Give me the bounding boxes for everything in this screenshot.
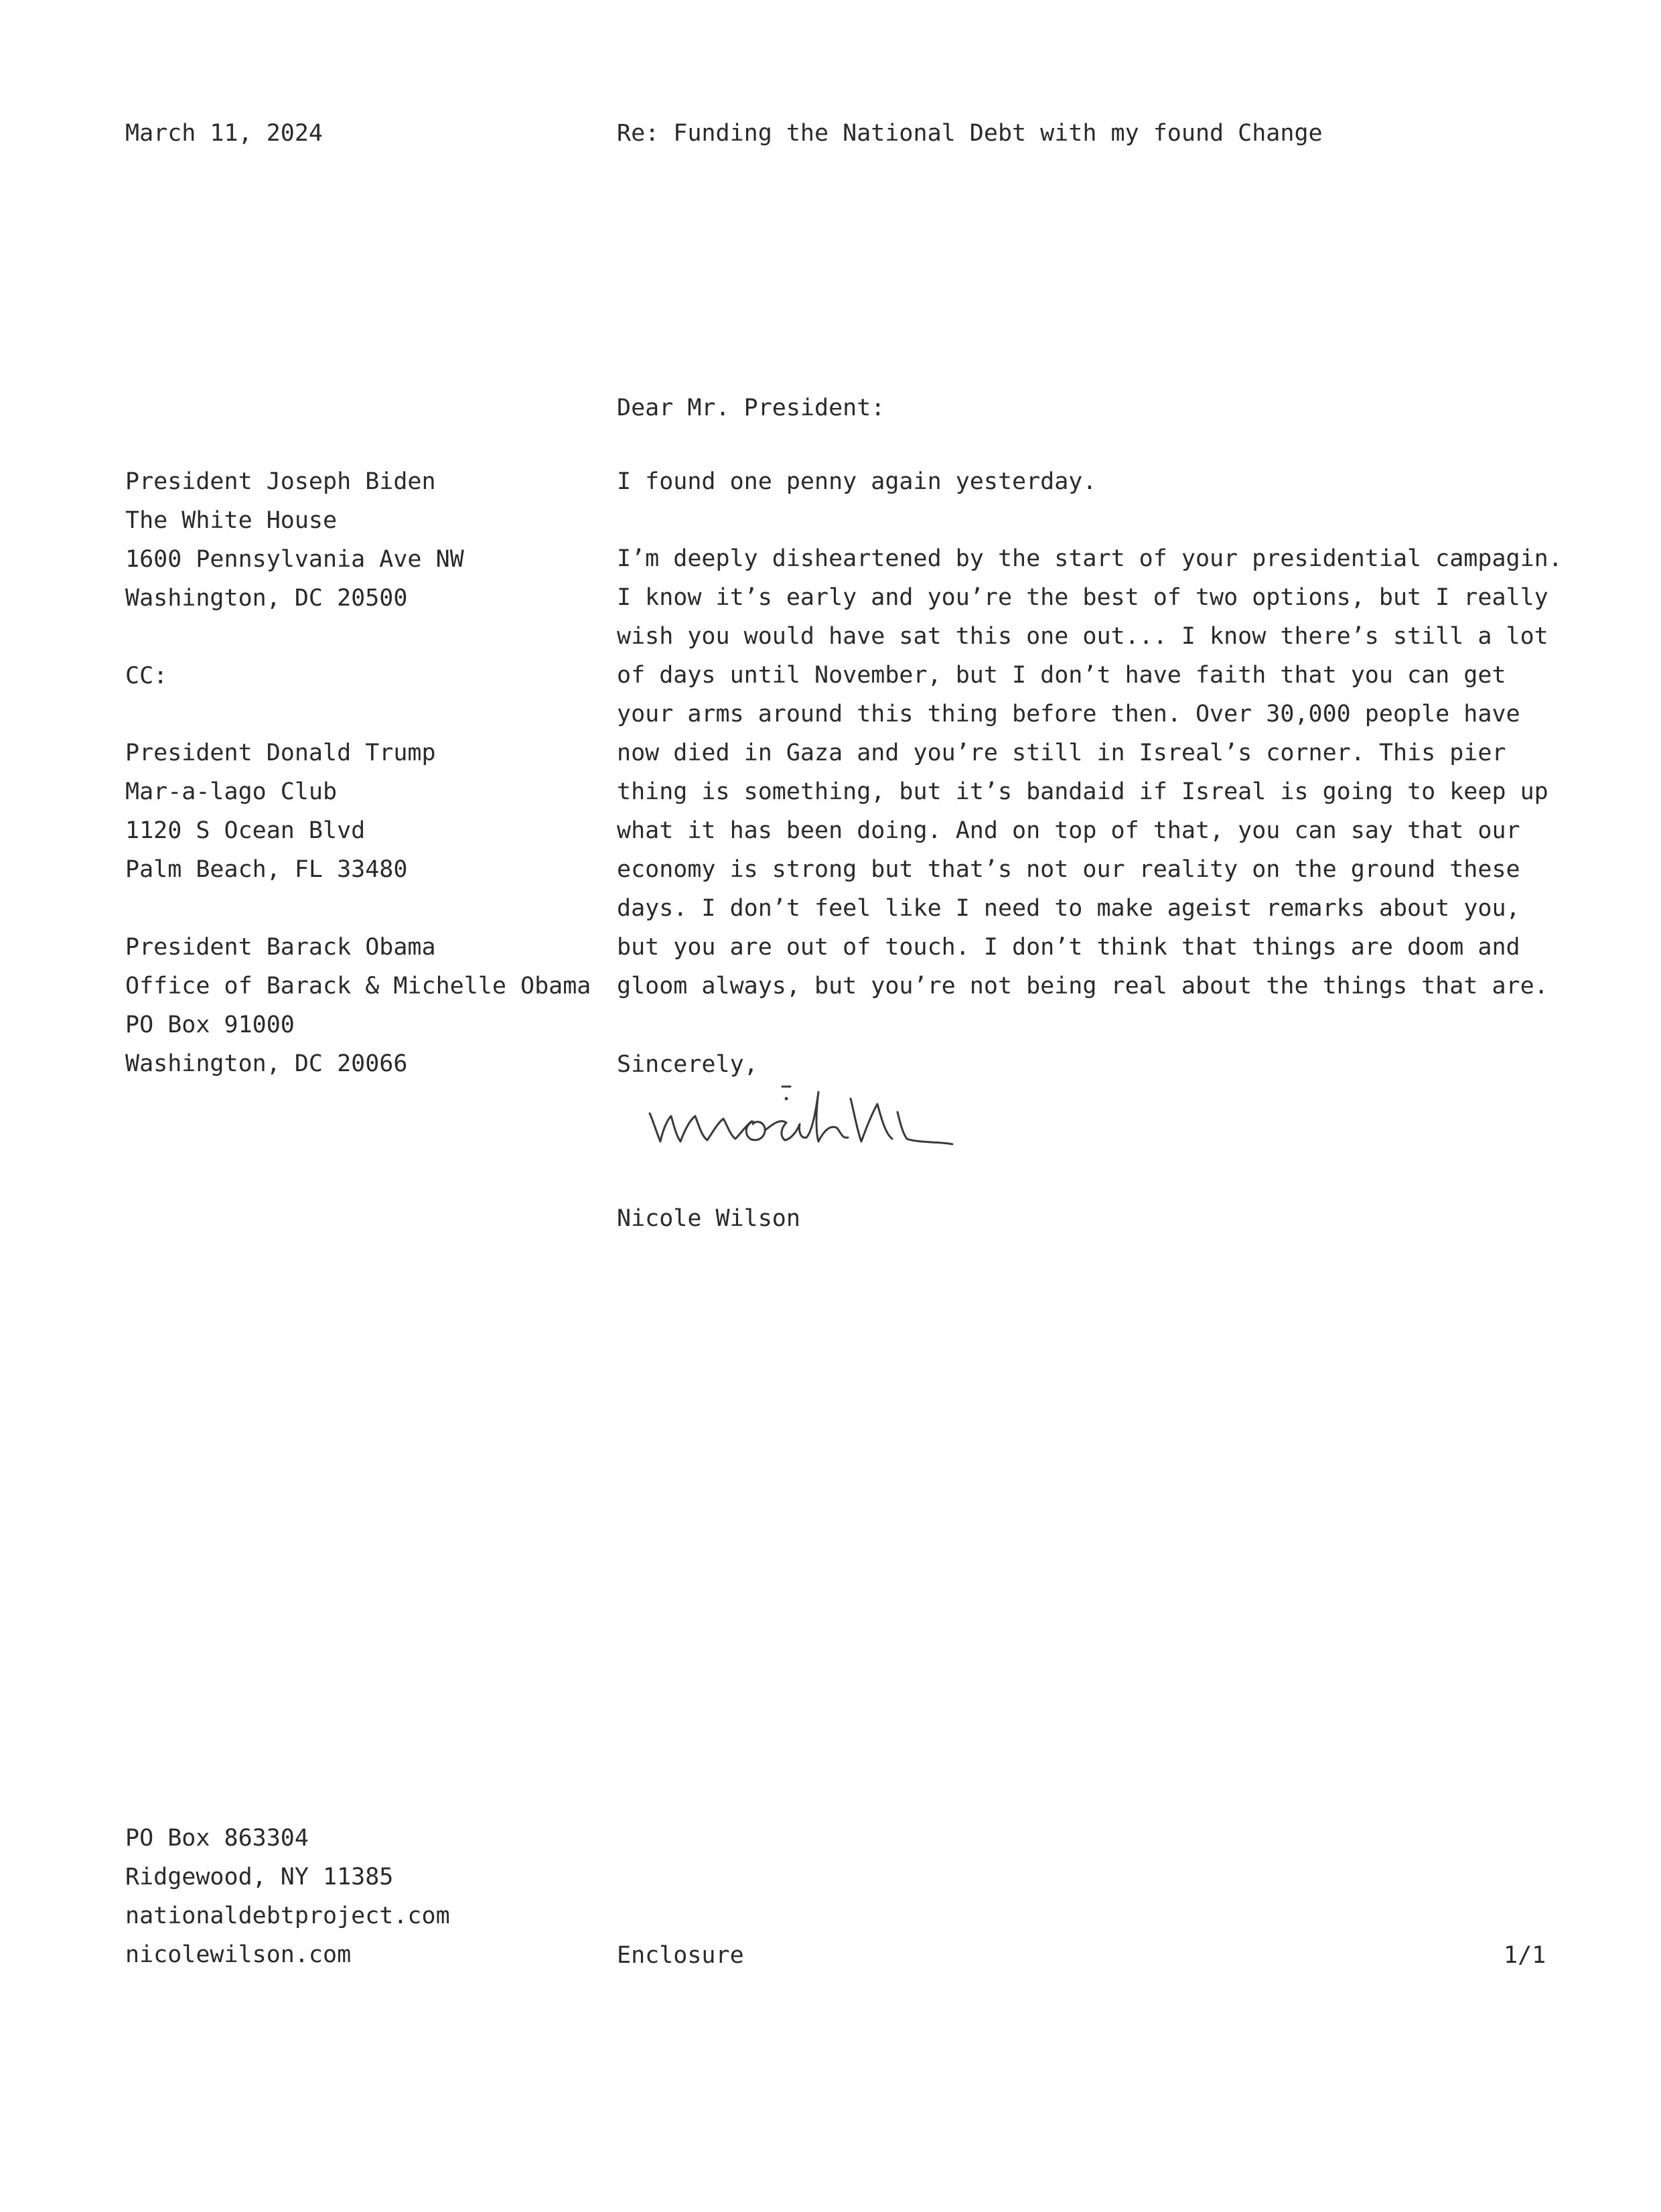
paragraph-line: but you are out of touch. I don’t think that things are doom and <box>617 934 1520 961</box>
recipient-address-biden <box>125 462 464 618</box>
paragraph-line: I know it’s early and you’re the best of two options, but I really <box>617 584 1548 611</box>
address-line: 1120 S Ocean Blvd <box>125 817 366 844</box>
address-line: Washington, DC 20066 <box>125 1050 408 1077</box>
footer-address <box>125 1819 450 1974</box>
closing: Sincerely, <box>617 1051 758 1078</box>
cc-address-trump <box>125 734 436 889</box>
body-paragraph-2 <box>617 539 1563 1006</box>
paragraph-line: now died in Gaza and you’re still in Isreal’s corner. This pier <box>617 740 1506 766</box>
paragraph-line: days. I don’t feel like I need to make ageist remarks about you, <box>617 895 1520 922</box>
address-line: PO Box 91000 <box>125 1012 295 1038</box>
salutation: Dear Mr. President: <box>617 395 885 421</box>
paragraph-line: what it has been doing. And on top of that, you can say that our <box>617 817 1520 844</box>
cc-address-obama <box>125 928 591 1083</box>
paragraph-line: gloom always, but you’re not being real about the things that are. <box>617 973 1548 999</box>
address-line: Office of Barack & Michelle Obama <box>125 973 591 999</box>
body-paragraph-1: I found one penny again yesterday. <box>617 468 1097 495</box>
cc-label: CC: <box>125 663 168 689</box>
signer-name: Nicole Wilson <box>617 1205 800 1232</box>
letter-date: March 11, 2024 <box>125 120 323 147</box>
address-line: 1600 Pennsylvania Ave NW <box>125 546 464 573</box>
page-number: 1/1 <box>1504 1942 1546 1969</box>
address-line: President Joseph Biden <box>125 468 436 495</box>
paragraph-line: wish you would have sat this one out... I know there’s still a lot <box>617 623 1548 650</box>
paragraph-line: your arms around this thing before then. Over 30,000 people have <box>617 701 1520 728</box>
footer-line: Ridgewood, NY 11385 <box>125 1864 394 1890</box>
paragraph-line: economy is strong but that’s not our reality on the ground these <box>617 856 1520 883</box>
address-line: Washington, DC 20500 <box>125 585 408 612</box>
footer-line: nicolewilson.com <box>125 1941 352 1968</box>
subject-line: Re: Funding the National Debt with my found Change <box>617 120 1323 147</box>
enclosure-note: Enclosure <box>617 1942 744 1969</box>
address-line: Palm Beach, FL 33480 <box>125 856 408 883</box>
paragraph-line: thing is something, but it’s bandaid if Isreal is going to keep up <box>617 778 1548 805</box>
paragraph-line: I’m deeply disheartened by the start of your presidential campagin. <box>617 545 1563 572</box>
paragraph-line: of days until November, but I don’t have faith that you can get <box>617 662 1506 689</box>
address-line: The White House <box>125 507 338 534</box>
address-line: President Barack Obama <box>125 934 436 961</box>
footer-line: PO Box 863304 <box>125 1825 309 1852</box>
handwritten-signature <box>643 1072 964 1166</box>
address-line: President Donald Trump <box>125 740 436 766</box>
footer-line: nationaldebtproject.com <box>125 1903 450 1929</box>
address-line: Mar-a-lago Club <box>125 778 338 805</box>
